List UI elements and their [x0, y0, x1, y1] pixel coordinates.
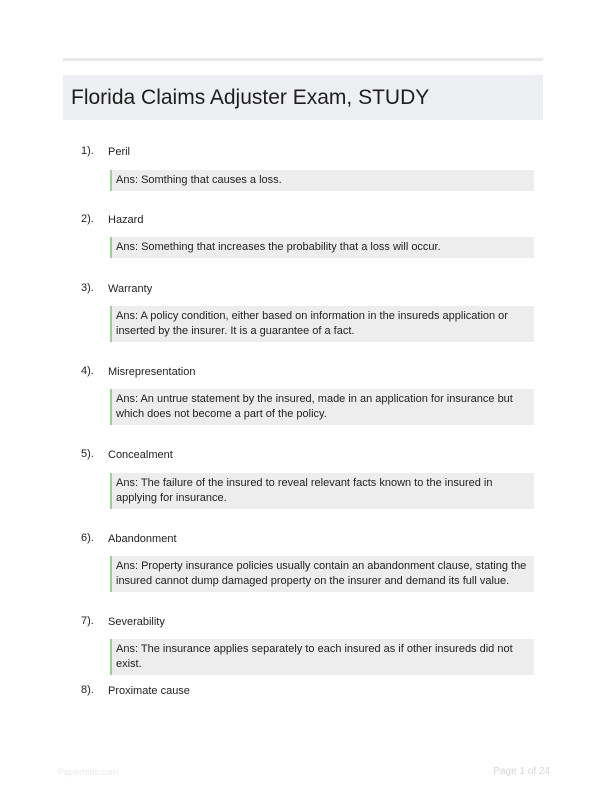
item-term: Severability	[108, 616, 165, 628]
item-number: 6).	[81, 532, 94, 544]
item-term: Abandonment	[108, 533, 177, 545]
answer-box: Ans: The insurance applies separately to each insured as if other insureds did not exist.	[110, 639, 534, 675]
item-term: Proximate cause	[108, 685, 190, 697]
item-number: 2).	[81, 213, 94, 225]
answer-box: Ans: Property insurance policies usually contain an abandonment clause, stating the insured cannot dump damaged property on the insurer and demand its full value.	[110, 556, 534, 592]
document-title: Florida Claims Adjuster Exam, STUDY	[71, 86, 430, 109]
answer-box: Ans: Something that increases the probability that a loss will occur.	[110, 237, 534, 258]
footer-watermark: Paperbttic.com	[58, 767, 119, 777]
answer-box: Ans: An untrue statement by the insured, made in an application for insurance but which does not become a part of the policy.	[110, 389, 534, 425]
answer-box: Ans: A policy condition, either based on information in the insureds application or inserted by the insurer. It is a guarantee of a fact.	[110, 306, 534, 342]
answer-box: Ans: The failure of the insured to reveal relevant facts known to the insured in applying for insurance.	[110, 473, 534, 509]
item-number: 5).	[81, 448, 94, 460]
item-term: Hazard	[108, 214, 144, 226]
top-divider	[63, 58, 543, 61]
item-number: 8).	[81, 684, 94, 696]
item-number: 4).	[81, 365, 94, 377]
item-number: 3).	[81, 282, 94, 294]
item-number: 7).	[81, 615, 94, 627]
title-banner	[63, 75, 543, 120]
item-term: Concealment	[108, 449, 173, 461]
item-term: Peril	[108, 146, 131, 158]
item-term: Misrepresentation	[108, 366, 196, 378]
page-number: Page 1 of 24	[493, 766, 550, 777]
item-term: Warranty	[108, 283, 153, 295]
answer-box: Ans: Somthing that causes a loss.	[110, 170, 534, 191]
item-number: 1).	[81, 145, 94, 157]
